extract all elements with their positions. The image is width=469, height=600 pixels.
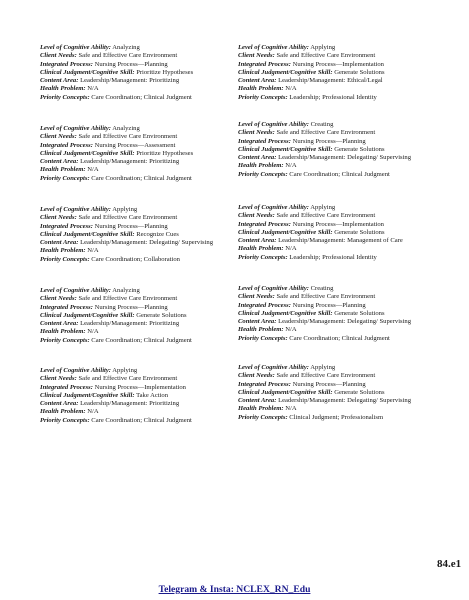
field-value: Nursing Process—Assessment — [94, 141, 176, 149]
field-row — [40, 337, 230, 345]
field-value: Safe and Effective Care Environment — [78, 214, 178, 222]
field-value: Leadership/Management: Prioritizing — [80, 158, 180, 166]
field-value: Nursing Process—Planning — [292, 301, 366, 309]
field-row — [40, 223, 230, 231]
field-value: Safe and Effective Care Environment — [78, 375, 178, 383]
field-value: N/A — [285, 162, 297, 170]
field-label: Level of Cognitive Ability: — [238, 285, 309, 292]
field-label: Content Area: — [40, 320, 79, 328]
field-label: Content Area: — [238, 77, 277, 85]
field-row — [238, 237, 432, 245]
field-row — [238, 310, 432, 318]
field-row — [238, 229, 432, 237]
field-value: Generate Solutions — [334, 145, 385, 153]
field-row — [40, 69, 230, 77]
field-value: Nursing Process—Planning — [292, 137, 366, 145]
field-value: N/A — [87, 408, 99, 416]
field-label: Integrated Process: — [40, 303, 93, 311]
rationale-block-left-1 — [40, 44, 230, 102]
field-label: Client Needs: — [238, 293, 275, 301]
field-row — [40, 61, 230, 69]
field-row — [238, 212, 432, 220]
field-label: Clinical Judgment/Cognitive Skill: — [238, 309, 333, 317]
field-row — [40, 408, 230, 416]
field-row — [40, 142, 230, 150]
field-label: Priority Concepts: — [40, 336, 90, 344]
field-label: Level of Cognitive Ability: — [40, 206, 111, 213]
field-label: Content Area: — [40, 158, 79, 166]
field-value: Applying — [112, 367, 138, 374]
field-row — [238, 381, 432, 389]
field-row — [238, 293, 432, 301]
field-row — [238, 94, 432, 102]
field-row — [40, 247, 230, 255]
field-value: Analyzing — [112, 287, 140, 294]
field-row — [238, 318, 432, 326]
rationale-block-right-3 — [238, 204, 432, 262]
field-row — [40, 166, 230, 174]
field-label: Content Area: — [238, 154, 277, 162]
field-label: Level of Cognitive Ability: — [238, 364, 309, 371]
field-row — [40, 85, 230, 93]
field-value: Analyzing — [112, 125, 140, 132]
rationale-block-left-2 — [40, 125, 230, 183]
field-value: Generate Solutions — [136, 311, 187, 319]
field-label: Level of Cognitive Ability: — [238, 121, 309, 128]
rationale-block-right-2 — [238, 121, 432, 179]
field-label: Level of Cognitive Ability: — [238, 204, 309, 211]
field-row — [238, 146, 432, 154]
field-row — [238, 44, 432, 52]
field-row — [238, 129, 432, 137]
field-label: Content Area: — [40, 400, 79, 408]
field-label: Integrated Process: — [238, 137, 291, 145]
field-label: Integrated Process: — [238, 220, 291, 228]
field-value: Nursing Process—Planning — [94, 222, 168, 230]
field-label: Integrated Process: — [238, 60, 291, 68]
field-value: Analyzing — [112, 44, 140, 51]
field-row — [40, 94, 230, 102]
field-label: Health Problem: — [40, 247, 86, 255]
field-label: Integrated Process: — [40, 383, 93, 391]
field-row — [238, 372, 432, 380]
field-value: N/A — [87, 85, 99, 93]
field-value: Creating — [310, 121, 334, 128]
field-row — [40, 367, 230, 375]
field-value: N/A — [285, 85, 297, 93]
field-value: Leadership/Management: Ethical/Legal — [278, 77, 383, 85]
field-row — [40, 256, 230, 264]
field-label: Integrated Process: — [238, 301, 291, 309]
field-label: Level of Cognitive Ability: — [40, 287, 111, 294]
rationale-block-right-4 — [238, 285, 432, 343]
field-label: Integrated Process: — [238, 380, 291, 388]
field-value: Applying — [310, 44, 336, 51]
field-row — [238, 121, 432, 129]
field-value: Care Coordination; Clinical Judgment — [289, 334, 390, 342]
field-value: Safe and Effective Care Environment — [276, 372, 376, 380]
field-value: Take Action — [136, 391, 169, 399]
field-row — [40, 392, 230, 400]
field-label: Priority Concepts: — [238, 170, 288, 178]
field-value: Care Coordination; Clinical Judgment — [91, 416, 192, 424]
field-row — [40, 328, 230, 336]
field-value: Generate Solutions — [334, 388, 385, 396]
field-label: Priority Concepts: — [238, 413, 288, 421]
field-value: Safe and Effective Care Environment — [78, 133, 178, 141]
field-label: Level of Cognitive Ability: — [40, 44, 111, 51]
field-row — [238, 61, 432, 69]
field-value: Leadership/Management: Prioritizing — [80, 77, 180, 85]
field-row — [238, 335, 432, 343]
field-label: Health Problem: — [238, 85, 284, 93]
field-label: Health Problem: — [238, 405, 284, 413]
field-label: Level of Cognitive Ability: — [40, 125, 111, 132]
field-row — [40, 312, 230, 320]
field-value: Leadership; Professional Identity — [289, 253, 377, 261]
field-row — [238, 405, 432, 413]
field-row — [40, 304, 230, 312]
field-label: Priority Concepts: — [40, 416, 90, 424]
field-row — [40, 417, 230, 425]
field-label: Client Needs: — [40, 133, 77, 141]
field-row — [238, 254, 432, 262]
page-number: 84.e1 — [437, 558, 462, 570]
field-row — [40, 77, 230, 85]
field-label: Clinical Judgment/Cognitive Skill: — [238, 228, 333, 236]
field-label: Clinical Judgment/Cognitive Skill: — [40, 68, 135, 76]
field-row — [238, 162, 432, 170]
field-label: Health Problem: — [40, 328, 86, 336]
field-value: Safe and Effective Care Environment — [276, 129, 376, 137]
field-row — [238, 221, 432, 229]
field-row — [40, 44, 230, 52]
field-label: Health Problem: — [238, 245, 284, 253]
field-label: Priority Concepts: — [40, 93, 90, 101]
field-label: Priority Concepts: — [40, 255, 90, 263]
field-row — [238, 364, 432, 372]
field-row — [40, 375, 230, 383]
field-row — [40, 287, 230, 295]
field-label: Client Needs: — [40, 295, 77, 303]
field-label: Client Needs: — [238, 52, 275, 60]
field-value: Care Coordination; Clinical Judgment — [91, 93, 192, 101]
field-value: Leadership/Management: Delegating/ Supervising — [278, 154, 412, 162]
field-label: Client Needs: — [40, 52, 77, 60]
field-row — [238, 326, 432, 334]
field-label: Level of Cognitive Ability: — [40, 367, 111, 374]
field-row — [40, 320, 230, 328]
field-value: Safe and Effective Care Environment — [78, 52, 178, 60]
field-label: Integrated Process: — [40, 141, 93, 149]
field-value: Leadership/Management: Delegating/ Supervising — [80, 239, 214, 247]
field-label: Priority Concepts: — [238, 93, 288, 101]
field-row — [40, 295, 230, 303]
field-value: Safe and Effective Care Environment — [276, 52, 376, 60]
field-value: Leadership/Management: Prioritizing — [80, 400, 180, 408]
field-value: Nursing Process—Planning — [292, 380, 366, 388]
field-row — [40, 52, 230, 60]
field-label: Clinical Judgment/Cognitive Skill: — [40, 149, 135, 157]
field-value: Applying — [310, 204, 336, 211]
field-value: Care Coordination; Clinical Judgment — [91, 336, 192, 344]
field-value: Leadership/Management: Delegating/ Supervising — [278, 318, 412, 326]
field-row — [40, 133, 230, 141]
field-label: Content Area: — [238, 237, 277, 245]
field-label: Priority Concepts: — [40, 174, 90, 182]
rationale-block-right-5 — [238, 364, 432, 422]
field-label: Clinical Judgment/Cognitive Skill: — [40, 391, 135, 399]
field-label: Health Problem: — [40, 408, 86, 416]
field-label: Content Area: — [238, 397, 277, 405]
field-value: Leadership/Management: Prioritizing — [80, 320, 180, 328]
field-row — [238, 52, 432, 60]
field-label: Health Problem: — [40, 166, 86, 174]
field-row — [40, 231, 230, 239]
field-value: N/A — [87, 247, 99, 255]
field-value: Prioritize Hypotheses — [136, 149, 194, 157]
field-value: Leadership/Management: Delegating/ Supervising — [278, 397, 412, 405]
rationale-block-left-3 — [40, 206, 230, 264]
field-label: Client Needs: — [40, 214, 77, 222]
field-row — [40, 125, 230, 133]
field-label: Client Needs: — [238, 212, 275, 220]
field-label: Client Needs: — [238, 372, 275, 380]
field-label: Clinical Judgment/Cognitive Skill: — [238, 68, 333, 76]
field-row — [238, 77, 432, 85]
field-value: N/A — [87, 328, 99, 336]
field-value: Generate Solutions — [334, 228, 385, 236]
field-label: Level of Cognitive Ability: — [238, 44, 309, 51]
field-row — [40, 239, 230, 247]
field-label: Clinical Judgment/Cognitive Skill: — [40, 230, 135, 238]
field-row — [238, 138, 432, 146]
rationale-block-left-4 — [40, 287, 230, 345]
field-value: Generate Solutions — [334, 309, 385, 317]
rationale-block-left-5 — [40, 367, 230, 425]
field-row — [40, 158, 230, 166]
field-label: Health Problem: — [238, 162, 284, 170]
field-value: Nursing Process—Implementation — [292, 60, 384, 68]
field-value: Care Coordination; Clinical Judgment — [289, 170, 390, 178]
field-label: Priority Concepts: — [238, 334, 288, 342]
field-row — [238, 85, 432, 93]
field-value: N/A — [285, 326, 297, 334]
field-value: Safe and Effective Care Environment — [276, 293, 376, 301]
field-row — [238, 69, 432, 77]
field-label: Integrated Process: — [40, 60, 93, 68]
field-value: Nursing Process—Planning — [94, 60, 168, 68]
field-label: Content Area: — [40, 77, 79, 85]
field-row — [238, 397, 432, 405]
footer-link[interactable]: Telegram & Insta: NCLEX_RN_Edu — [158, 584, 311, 595]
field-label: Content Area: — [40, 239, 79, 247]
field-value: Care Coordination; Collaboration — [91, 255, 180, 263]
field-row — [40, 400, 230, 408]
field-row — [238, 171, 432, 179]
field-row — [238, 245, 432, 253]
field-value: Leadership/Management: Management of Care — [278, 237, 403, 245]
field-label: Priority Concepts: — [238, 253, 288, 261]
field-value: Care Coordination; Clinical Judgment — [91, 174, 192, 182]
field-value: N/A — [285, 405, 297, 413]
field-label: Clinical Judgment/Cognitive Skill: — [40, 311, 135, 319]
field-value: Nursing Process—Implementation — [292, 220, 384, 228]
field-label: Client Needs: — [40, 375, 77, 383]
field-label: Health Problem: — [238, 326, 284, 334]
field-row — [238, 414, 432, 422]
field-value: Generate Solutions — [334, 68, 385, 76]
field-value: N/A — [87, 166, 99, 174]
field-value: Applying — [310, 364, 336, 371]
field-label: Clinical Judgment/Cognitive Skill: — [238, 388, 333, 396]
field-value: Prioritize Hypotheses — [136, 68, 194, 76]
field-label: Clinical Judgment/Cognitive Skill: — [238, 145, 333, 153]
field-label: Client Needs: — [238, 129, 275, 137]
field-value: Creating — [310, 285, 334, 292]
field-value: Recognize Cues — [136, 230, 179, 238]
field-value: Nursing Process—Implementation — [94, 383, 186, 391]
field-label: Integrated Process: — [40, 222, 93, 230]
field-row — [40, 214, 230, 222]
field-row — [40, 175, 230, 183]
field-row — [40, 150, 230, 158]
field-value: Clinical Judgment; Professionalism — [289, 413, 384, 421]
field-row — [40, 206, 230, 214]
field-value: Leadership; Professional Identity — [289, 93, 377, 101]
field-value: N/A — [285, 245, 297, 253]
field-row — [238, 285, 432, 293]
field-value: Applying — [112, 206, 138, 213]
field-value: Safe and Effective Care Environment — [78, 295, 178, 303]
field-row — [238, 389, 432, 397]
rationale-block-right-1 — [238, 44, 432, 102]
field-label: Content Area: — [238, 318, 277, 326]
field-label: Health Problem: — [40, 85, 86, 93]
field-row — [238, 154, 432, 162]
field-value: Safe and Effective Care Environment — [276, 212, 376, 220]
field-row — [40, 384, 230, 392]
field-value: Nursing Process—Planning — [94, 303, 168, 311]
field-row — [238, 302, 432, 310]
field-row — [238, 204, 432, 212]
